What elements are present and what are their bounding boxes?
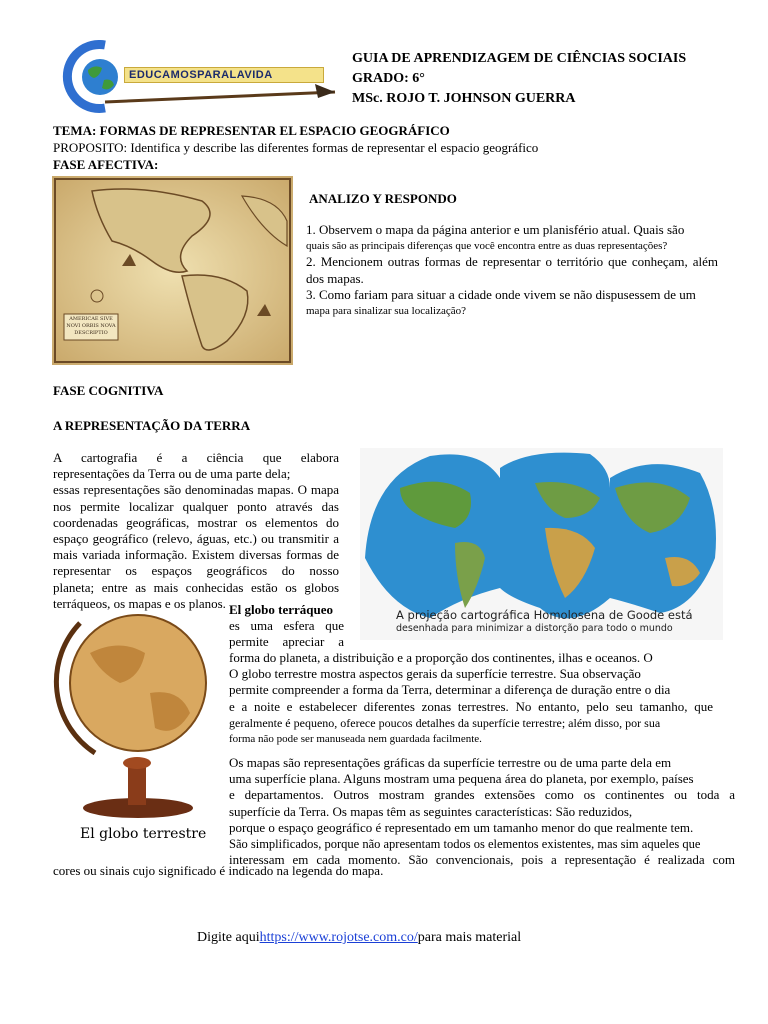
maps-para-last: cores ou sinais cujo significado é indicado na legenda do mapa. <box>53 863 384 878</box>
question-2: 2. Mencionem outras formas de representar o território que conheçam, além dos mapas. <box>306 254 718 286</box>
footer-link[interactable]: https://www.rojotse.com.co/ <box>259 930 418 945</box>
globe-para-line: geralmente é pequeno, oferece poucos detalhes da superfície terrestre; além disso, por sua <box>229 715 661 730</box>
maps-para-line: porque o espaço geográfico é representado em um tamanho menor do que realmente tem. <box>229 819 694 835</box>
question-1a: 1. Observem o mapa da página anterior e um planisfério atual. Quais são <box>306 222 685 237</box>
para1-line: coordenadas geográficas, mostrar os elementos do <box>53 514 339 530</box>
para1-line: mais variada informação. Existem diversas formas de <box>53 547 339 563</box>
globe-para-title: El globo terráqueo <box>229 602 333 617</box>
maps-para-line: e departamentos. Outros mostram grandes extensões como os continentes ou toda a <box>229 787 735 803</box>
footer <box>197 930 521 946</box>
globe-para-line: e a noite e estabelecer diferentes zonas terrestres. No entanto, pelo seu tamanho, que <box>229 698 713 714</box>
para1-line: essas representações são denominadas mapas. O mapa <box>53 482 339 498</box>
old-map-cartouche: AMERICAE SIVE NOVI ORBIS NOVA DESCRIPTIO <box>66 316 116 336</box>
globe-para-line: es uma esfera que <box>229 618 344 633</box>
globe-para-line: permite apreciar a <box>229 634 344 649</box>
globe-para-line: O globo terrestre mostra aspectos gerais da superfície terrestre. Sua observação <box>229 666 641 682</box>
proposito: PROPOSITO: Identifica y describe las diferentes formas de representar el espacio geográfico <box>53 140 539 155</box>
globe-caption: El globo terrestre <box>80 826 207 842</box>
header-grade: GRADO: 6° <box>352 71 425 86</box>
para1-line: espaço geográfico (relevo, águas, etc.) ou transmitir a <box>53 531 339 547</box>
header <box>352 49 686 109</box>
maps-para-line: superfície da Terra. Os mapas têm as seguintes características: São reduzidos, <box>229 803 633 819</box>
question-3b: mapa para sinalizar sua localização? <box>306 305 467 318</box>
question-3a: 3. Como fariam para situar a cidade onde vivem se não dispusessem de um <box>306 286 696 302</box>
goode-caption-line1: A projeção cartográfica Homolosena de Goode está <box>396 608 693 622</box>
para1-line: terráqueos, os mapas e os planos. <box>53 595 226 611</box>
maps-para-line: uma superfície plana. Alguns mostram uma pequena área do planeta, por exemplo, países <box>229 771 694 787</box>
globe-para-line: forma do planeta, a distribuição e a proporção dos continentes, ilhas e oceanos. O <box>229 650 653 665</box>
globe-para-line: permite compreender a forma da Terra, determinar a diferença de duração entre o dia <box>229 682 671 698</box>
globe-image <box>50 603 220 821</box>
footer-prefix: Digite aqui <box>197 930 260 945</box>
goode-caption <box>396 608 716 636</box>
para1-line: representações da Terra ou de uma parte dela; <box>53 466 291 482</box>
old-map-image <box>52 176 293 365</box>
cartography-paragraph <box>53 450 339 612</box>
para1-line: representar os espaços geográficos do nosso <box>53 563 339 579</box>
maps-para-line: interessam em cada momento. São convencionais, pois a representação é realizada com <box>229 852 735 868</box>
globe-svg <box>50 603 220 821</box>
analizo-title: ANALIZO Y RESPONDO <box>309 191 457 206</box>
globe-para-line: forma não pode ser manuseada nem guardada facilmente. <box>229 733 482 746</box>
section-title: A REPRESENTAÇÃO DA TERRA <box>53 418 251 433</box>
tema: TEMA: FORMAS DE REPRESENTAR EL ESPACIO GEOGRÁFICO <box>53 123 450 138</box>
goode-caption-line2: desenhada para minimizar a distorção para todo o mundo <box>396 623 673 634</box>
maps-paragraph <box>229 755 735 868</box>
footer-suffix: para mais material <box>417 930 522 945</box>
para1-line: planeta; entre as mais conhecidas estão os globos <box>53 579 339 595</box>
question-1b: quais são as principais diferenças que você encontra entre as duas representações? <box>306 240 668 253</box>
header-author: MSc. ROJO T. JOHNSON GUERRA <box>352 91 576 106</box>
logo-text: EDUCAMOSPARALAVIDA <box>124 67 324 83</box>
fase-cognitiva: FASE COGNITIVA <box>53 383 164 398</box>
maps-para-line: Os mapas são representações gráficas da superfície terrestre ou de uma parte dela em <box>229 755 672 770</box>
header-title: GUIA DE APRENDIZAGEM DE CIÊNCIAS SOCIAIS <box>352 51 687 66</box>
maps-para-line: São simplificados, porque não apresentam todos os elementos existentes, mas sim aqueles que <box>229 837 701 852</box>
para1-line: nos permite localizar qualquer ponto através das <box>53 498 339 514</box>
globe-paragraph <box>229 650 713 747</box>
para1-line: A cartografia é a ciência que elabora <box>53 450 339 465</box>
fase-afectiva: FASE AFECTIVA: <box>53 157 159 172</box>
analizo-questions <box>306 222 718 319</box>
